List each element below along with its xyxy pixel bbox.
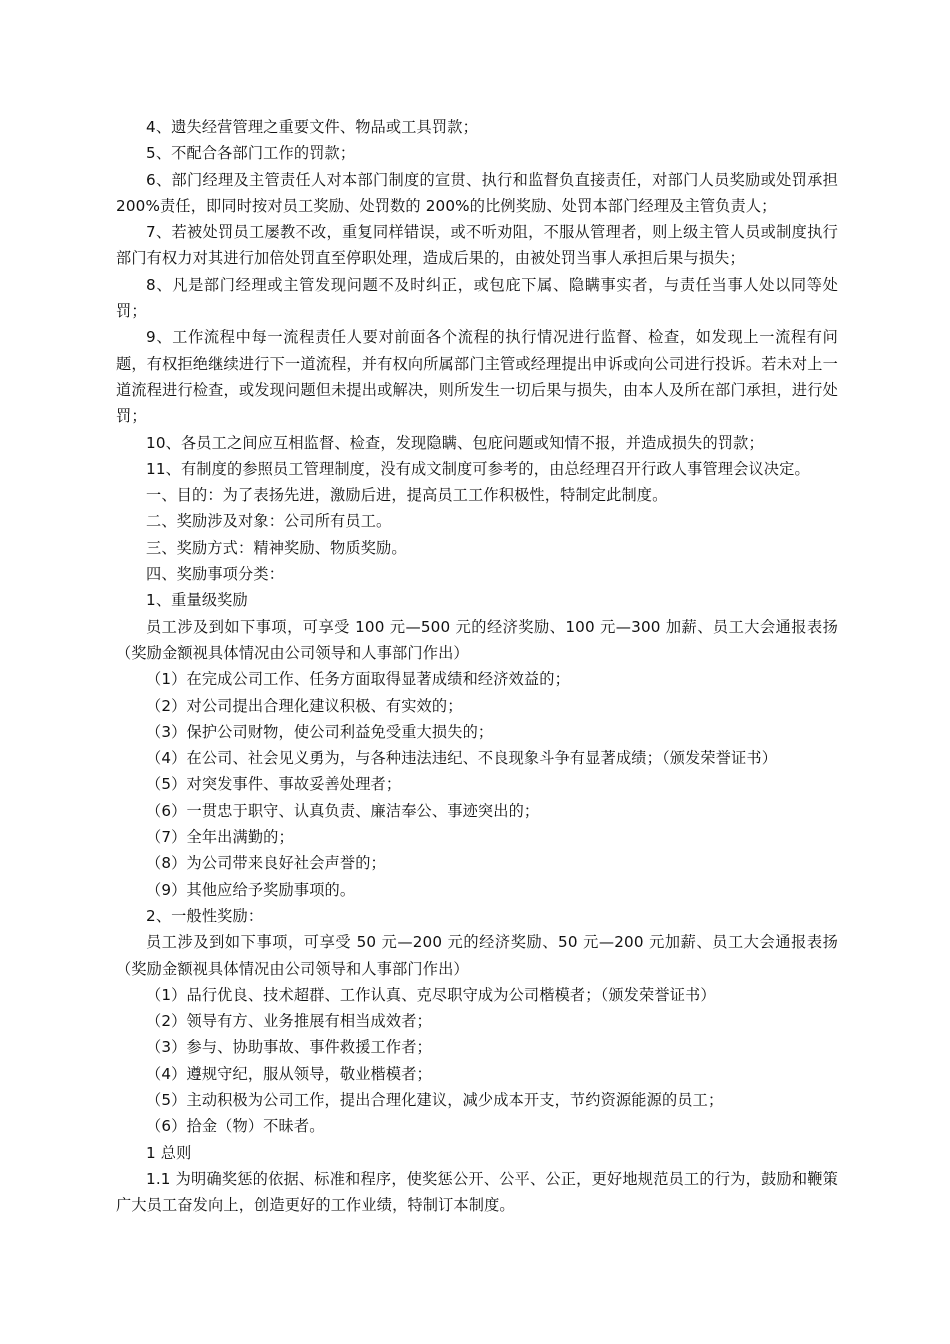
list-item: （4）在公司、社会见义勇为，与各种违法违纪、不良现象斗争有显著成绩；（颁发荣誉证书）: [146, 749, 778, 768]
paragraph: 1.1 为明确奖惩的依据、标准和程序，使奖惩公开、公平、公正，更好地规范员工的行为，鼓励和鞭策广大员工奋发向上，创造更好的工作业绩，特制订本制度。: [116, 1169, 838, 1215]
list-item: （2）领导有方、业务推展有相当成效者；: [146, 1012, 432, 1031]
list-item: （4）遵规守纪，服从领导，敬业楷模者；: [146, 1064, 432, 1083]
subsection-heading: 2、一般性奖励：: [146, 906, 264, 925]
section-heading: 三、奖励方式：精神奖励、物质奖励。: [146, 538, 407, 557]
list-item: （5）对突发事件、事故妥善处理者；: [146, 775, 402, 794]
list-item: （3）保护公司财物，使公司利益免受重大损失的；: [146, 722, 494, 741]
list-item: （6）拾金（物）不昧者。: [146, 1117, 325, 1136]
paragraph: 11、有制度的参照员工管理制度，没有成文制度可参考的，由总经理召开行政人事管理会议决定。: [146, 459, 810, 478]
section-heading: 四、奖励事项分类：: [146, 565, 285, 584]
paragraph: 6、部门经理及主管责任人对本部门制度的宣贯、执行和监督负直接责任，对部门人员奖励或处罚承担 200%责任，即同时按对员工奖励、处罚数的 200%的比例奖励、处罚本部门经理及主管负责人；: [116, 170, 838, 215]
list-item: （1）在完成公司工作、任务方面取得显著成绩和经济效益的；: [146, 670, 570, 689]
paragraph: 7、若被处罚员工屡教不改，重复同样错误，或不听劝阻，不服从管理者，则上级主管人员或制度执行部门有权力对其进行加倍处罚直至停职处理，造成后果的，由被处罚当事人承担后果与损失；: [116, 223, 838, 268]
paragraph: 员工涉及到如下事项，可享受 100 元—500 元的经济奖励、100 元—300 加薪、员工大会通报表扬（奖励金额视具体情况由公司领导和人事部门作出）: [116, 617, 838, 662]
list-item: （7）全年出满勤的；: [146, 828, 294, 847]
section-heading: 一、目的：为了表扬先进，激励后进，提高员工工作积极性，特制定此制度。: [146, 486, 668, 505]
subsection-heading: 1、重量级奖励: [146, 591, 248, 610]
list-item: （5）主动积极为公司工作，提出合理化建议，减少成本开支，节约资源能源的员工；: [146, 1090, 724, 1109]
list-item: （1）品行优良、技术超群、工作认真、克尽职守成为公司楷模者；（颁发荣誉证书）: [146, 985, 716, 1004]
paragraph: 员工涉及到如下事项，可享受 50 元—200 元的经济奖励、50 元—200 元加薪、员工大会通报表扬（奖励金额视具体情况由公司领导和人事部门作出）: [116, 933, 838, 978]
list-item: （8）为公司带来良好社会声誉的；: [146, 854, 386, 873]
list-item: （2）对公司提出合理化建议积极、有实效的；: [146, 696, 463, 715]
paragraph: 8、凡是部门经理或主管发现问题不及时纠正，或包庇下属、隐瞒事实者，与责任当事人处以同等处罚；: [116, 275, 838, 321]
list-item: （6）一贯忠于职守、认真负责、廉洁奉公、事迹突出的；: [146, 801, 540, 820]
document-body: [116, 114, 838, 1218]
paragraph: 4、遗失经营管理之重要文件、物品或工具罚款；: [146, 118, 478, 136]
section-heading: 1 总则: [146, 1143, 192, 1162]
paragraph: 9、工作流程中每一流程责任人要对前面各个流程的执行情况进行监督、检查，如发现上一流程有问题，有权拒绝继续进行下一道流程，并有权向所属部门主管或经理提出申诉或向公司进行投诉。若未对上一道流程进行检查，或发现问题但未提出或解决，则所发生一切后果与损失，由本人及所在部门承担，进行处罚；: [116, 328, 838, 426]
paragraph: 10、各员工之间应互相监督、检查，发现隐瞒、包庇问题或知情不报，并造成损失的罚款；: [146, 433, 764, 452]
paragraph: 5、不配合各部门工作的罚款；: [146, 144, 356, 163]
section-heading: 二、奖励涉及对象：公司所有员工。: [146, 512, 392, 531]
list-item: （9）其他应给予奖励事项的。: [146, 880, 356, 899]
list-item: （3）参与、协助事故、事件救援工作者；: [146, 1038, 432, 1057]
